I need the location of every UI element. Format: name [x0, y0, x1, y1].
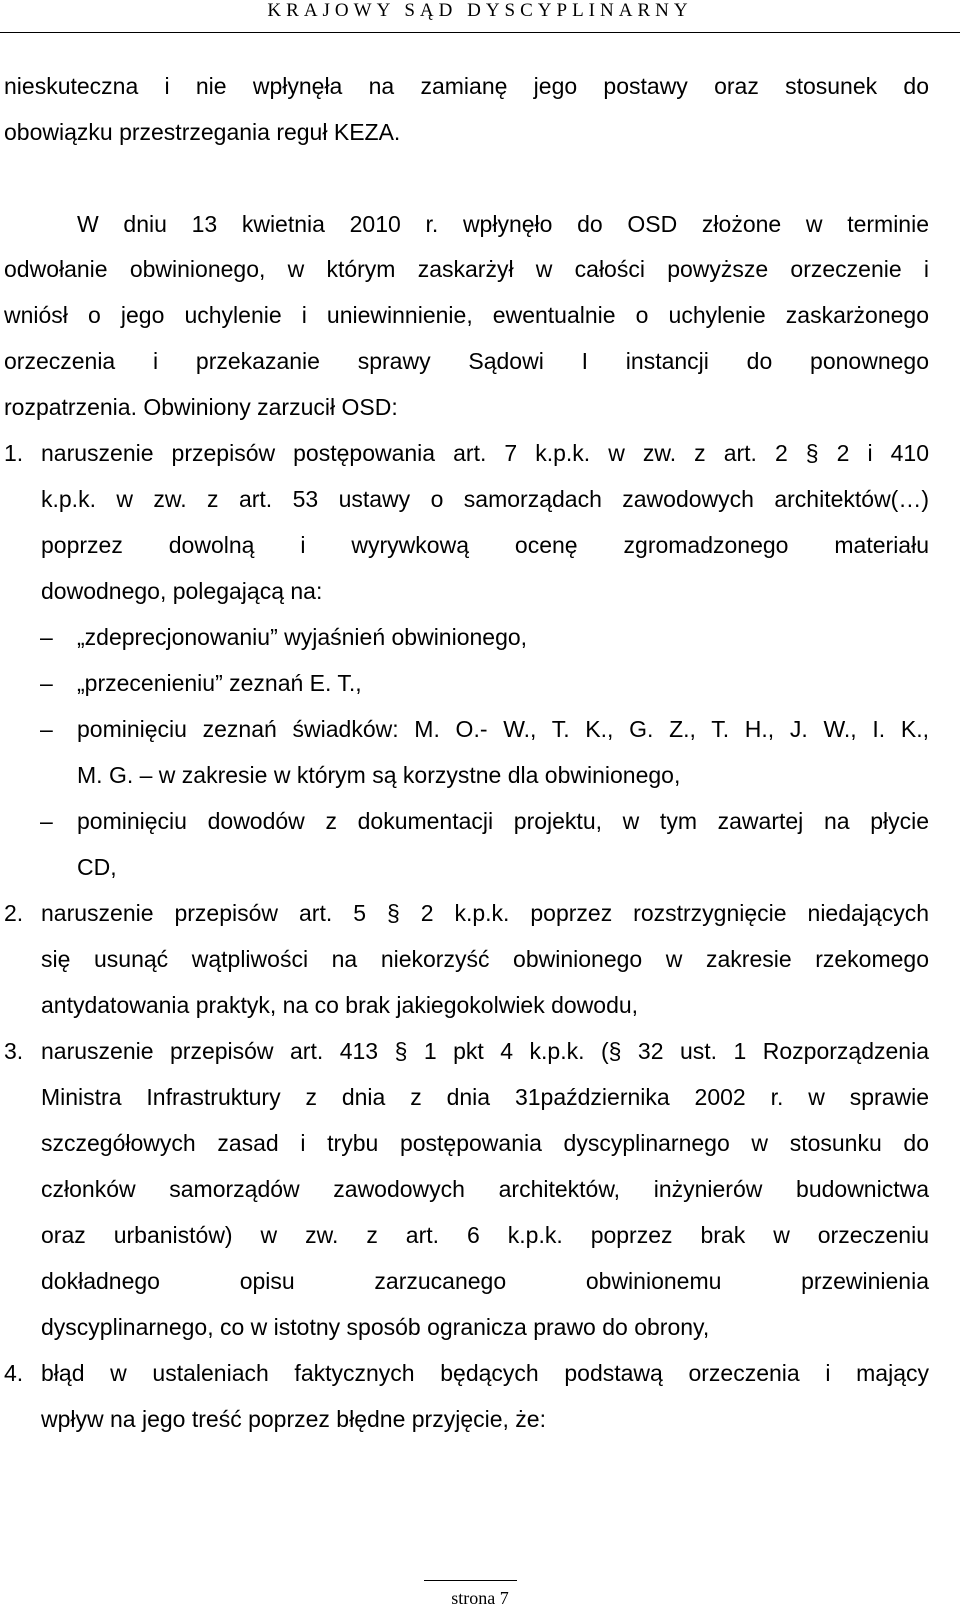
bullet-marker: – — [40, 808, 53, 834]
item1-line-1: naruszenie przepisów postępowania art. 7 k.p.k. w zw. z art. 2 § 2 i 410 — [41, 440, 929, 466]
item3-line-7: dyscyplinarnego, co w istotny sposób ogranicza prawo do obrony, — [41, 1314, 710, 1340]
running-header — [0, 0, 960, 26]
page-number: strona 7 — [451, 1588, 509, 1608]
bullet-marker: – — [40, 716, 53, 742]
item1-number: 1. — [4, 440, 24, 466]
item2-number: 2. — [4, 900, 24, 926]
item3-line-1: naruszenie przepisów art. 413 § 1 pkt 4 k.p.k. (§ 32 ust. 1 Rozporządzenia — [41, 1038, 929, 1064]
bullet-4-line-2: CD, — [77, 854, 117, 880]
para2-line-5: rozpatrzenia. Obwiniony zarzucił OSD: — [4, 394, 398, 420]
item3-line-6: dokładnego opisu zarzucanego obwinionemu przewinienia — [41, 1268, 929, 1294]
item2-line-2: się usunąć wątpliwości na niekorzyść obwinionego w zakresie rzekomego — [41, 946, 929, 972]
header-title: KRAJOWY SĄD DYSCYPLINARNY — [267, 0, 693, 21]
bullet-3-line-2: M. G. – w zakresie w którym są korzystne dla obwinionego, — [77, 762, 681, 788]
bullet-2-line-1: „przecenieniu” zeznań E. T., — [77, 670, 362, 696]
para2-line-2: odwołanie obwinionego, w którym zaskarżył w całości powyższe orzeczenie i — [4, 256, 929, 282]
item4-line-2: wpływ na jego treść poprzez błędne przyjęcie, że: — [41, 1406, 546, 1432]
item4-number: 4. — [4, 1360, 24, 1386]
para2-line-4: orzeczenia i przekazanie sprawy Sądowi I instancji do ponownego — [4, 348, 929, 374]
item2-line-1: naruszenie przepisów art. 5 § 2 k.p.k. poprzez rozstrzygnięcie niedających — [41, 900, 929, 926]
item1-line-4: dowodnego, polegającą na: — [41, 578, 323, 604]
para2-line-1: W dniu 13 kwietnia 2010 r. wpłynęło do OSD złożone w terminie — [77, 211, 929, 237]
bullet-1-line-1: „zdeprecjonowaniu” wyjaśnień obwinionego, — [77, 624, 528, 650]
bullet-3-line-1: pominięciu zeznań świadków: M. O.- W., T. K., G. Z., T. H., J. W., I. K., — [77, 716, 929, 742]
item1-line-3: poprzez dowolną i wyrywkową ocenę zgromadzonego materiału — [41, 532, 929, 558]
footer-divider — [424, 1580, 517, 1581]
item3-line-3: szczegółowych zasad i trybu postępowania dyscyplinarnego w stosunku do — [41, 1130, 929, 1156]
item1-line-2: k.p.k. w zw. z art. 53 ustawy o samorządach zawodowych architektów(…) — [41, 486, 929, 512]
item4-line-1: błąd w ustaleniach faktycznych będących podstawą orzeczenia i mający — [41, 1360, 929, 1386]
item2-line-3: antydatowania praktyk, na co brak jakiegokolwiek dowodu, — [41, 992, 639, 1018]
item3-number: 3. — [4, 1038, 24, 1064]
para1-line-2: obowiązku przestrzegania reguł KEZA. — [4, 119, 401, 145]
bullet-4-line-1: pominięciu dowodów z dokumentacji projektu, w tym zawartej na płycie — [77, 808, 929, 834]
header-divider — [0, 32, 960, 33]
para2-line-3: wniósł o jego uchylenie i uniewinnienie, ewentualnie o uchylenie zaskarżonego — [4, 302, 929, 328]
bullet-marker: – — [40, 624, 53, 650]
para1-line-1: nieskuteczna i nie wpłynęła na zamianę jego postawy oraz stosunek do — [4, 73, 929, 99]
item3-line-5: oraz urbanistów) w zw. z art. 6 k.p.k. poprzez brak w orzeczeniu — [41, 1222, 929, 1248]
item3-line-2: Ministra Infrastruktury z dnia z dnia 31października 2002 r. w sprawie — [41, 1084, 929, 1110]
bullet-marker: – — [40, 670, 53, 696]
item3-line-4: członków samorządów zawodowych architektów, inżynierów budownictwa — [41, 1176, 929, 1202]
